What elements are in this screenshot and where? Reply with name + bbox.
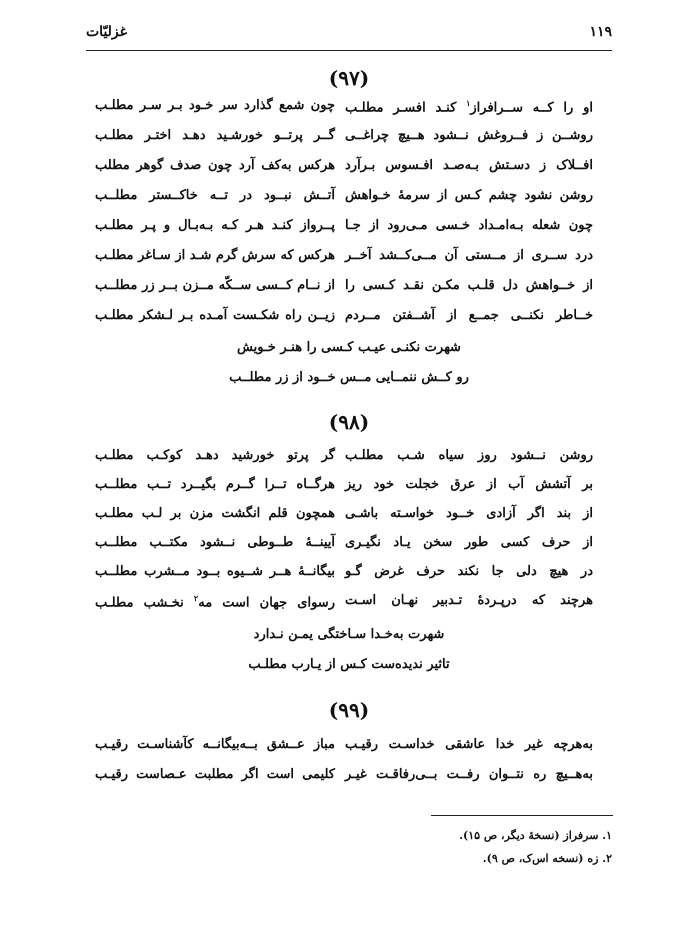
first-hemistich: چون شعله بـه‌امـداد خـسی مـی‌رود از جـا bbox=[345, 218, 593, 233]
couplet bbox=[95, 564, 593, 588]
closing-line: رو کــش ننمــایی مــس خــود از زر مطلــب bbox=[229, 370, 469, 385]
couplet bbox=[95, 506, 593, 530]
first-hemistich: به‌هــیچ ره نتــوان رفــت بــی‌رفاقـت غیـر bbox=[345, 767, 593, 782]
couplet bbox=[95, 248, 593, 272]
running-head bbox=[86, 24, 612, 46]
second-hemistich: هرگــاه تــرا گــرم بگیــرد تــب مطلــب bbox=[95, 477, 335, 492]
closing-line: شهرت به‌خـدا سـاختگی یمـن نـدارد bbox=[253, 627, 445, 642]
second-hemistich: بیگانــهٔ هــر شــیوه بــود مــشرب مطلــب bbox=[95, 564, 335, 579]
first-hemistich: از حرف کسی طور سخن یـاد نگیـری bbox=[345, 535, 593, 550]
footnote: ۱. سرفراز (نسخهٔ دیگر، ص ۱۵). bbox=[459, 829, 612, 842]
second-hemistich: پــرواز کنـد هـر کـه بـه‌بـال و پـر مطلـب bbox=[95, 218, 335, 233]
first-hemistich: او را کــه ســرافراز$^۱$ کنـد افسـر مطلـب bbox=[345, 98, 593, 116]
first-hemistich: هرچند که درپـردهٔ تـدبیر نهـان اسـت bbox=[345, 593, 593, 608]
second-hemistich: کلیمی است اگر مطلبت عـصاست رقیـب bbox=[95, 767, 335, 782]
first-hemistich: درد ســری از مــستی آن مــی‌کــشد آخــر bbox=[345, 248, 593, 263]
couplet bbox=[95, 448, 593, 472]
closing-line: شهرت نکنـی عیـب کـسی را هنـر خـویش bbox=[237, 340, 461, 355]
second-hemistich: همچون قلم انگشت مزن بر لـب مطلـب bbox=[95, 506, 335, 521]
footnote: ۲. زه (نسخه اس‌ک، ص ۹). bbox=[482, 852, 612, 865]
second-hemistich: گــر پرتــو خورشـید دهـد اختـر مطلـب bbox=[95, 128, 335, 143]
first-hemistich: روشن نشود چشم کـس از سرمهٔ خـواهش bbox=[345, 188, 593, 203]
couplet bbox=[95, 535, 593, 559]
footnote-rule bbox=[431, 815, 613, 816]
section-label: غزلیّات bbox=[86, 24, 127, 40]
poem-number: (۹۷) bbox=[328, 66, 370, 90]
couplet bbox=[95, 593, 593, 617]
first-hemistich: روشن نــشود روز سیاه شـب مطلـب bbox=[345, 448, 593, 463]
first-hemistich: خــاطر نکنــی جمــع از آشــفتن مــردم bbox=[345, 308, 593, 323]
first-hemistich: به‌هرچه غیر خدا عاشقی خداسـت رقیـب bbox=[345, 737, 593, 752]
second-hemistich: چون شمع گذارد سر خـود بـر سـر مطلـب bbox=[95, 98, 335, 113]
first-hemistich: از خــواهش دل قلـب مکـن نقـد کـسی را bbox=[345, 278, 593, 293]
couplet bbox=[95, 218, 593, 242]
second-hemistich: از نــام کــسی ســکّه مــزن بــر زر مطلــب bbox=[95, 278, 335, 293]
couplet bbox=[95, 308, 593, 332]
couplet bbox=[95, 767, 593, 791]
second-hemistich: آتــش نبــود در تــه خاکــستر مطلــب bbox=[95, 188, 335, 203]
first-hemistich: روشــن ز فــروغش نــشود هــیچ چراغــی bbox=[345, 128, 593, 143]
second-hemistich: زیــن راه شکـست آمـده بـر لـشکر مطلـب bbox=[95, 308, 335, 323]
second-hemistich: مباز عــشق بــه‌بیگانــه کآشناسـت رقیـب bbox=[95, 737, 335, 752]
first-hemistich: از بند اگر آزادی خــود خواسـته باشـی bbox=[345, 506, 593, 521]
second-hemistich: گر پرتو خورشید دهـد کوکـب مطلـب bbox=[95, 448, 335, 463]
couplet bbox=[95, 737, 593, 761]
header-rule bbox=[86, 50, 612, 51]
footnote-marker: ۲ bbox=[193, 593, 199, 603]
second-hemistich: هرکس به‌کف آرد چون صدف گوهر مطلب bbox=[95, 158, 335, 173]
couplet bbox=[95, 188, 593, 212]
second-hemistich: آیینــهٔ طــوطی نــشود مکتــب مطلــب bbox=[95, 535, 335, 550]
poem-number: (۹۹) bbox=[328, 698, 370, 722]
couplet bbox=[95, 128, 593, 152]
first-hemistich: بر آتشش آب از عرق خجلت خود ریز bbox=[345, 477, 593, 492]
second-hemistich: رسوای جهان است مه$^۲$ نخـشب مطلـب bbox=[95, 593, 335, 611]
closing-line: تاثیر ندیده‌ست کـس از یـارب مطلـب bbox=[248, 657, 450, 672]
first-hemistich: در هیچ دلی جا نکند حرف غرض گـو bbox=[345, 564, 593, 579]
couplet bbox=[95, 477, 593, 501]
second-hemistich: هرکس که سرش گرم شـد از سـاغر مطلـب bbox=[95, 248, 335, 263]
first-hemistich: افــلاک ز دسـتش بـه‌صـد افـسوس بـرآرد bbox=[345, 158, 593, 173]
couplet bbox=[95, 278, 593, 302]
poem-number: (۹۸) bbox=[328, 410, 370, 434]
couplet bbox=[95, 98, 593, 122]
page-number: ۱۱۹ bbox=[589, 24, 612, 40]
footnote-marker: ۱ bbox=[466, 98, 471, 108]
couplet bbox=[95, 158, 593, 182]
